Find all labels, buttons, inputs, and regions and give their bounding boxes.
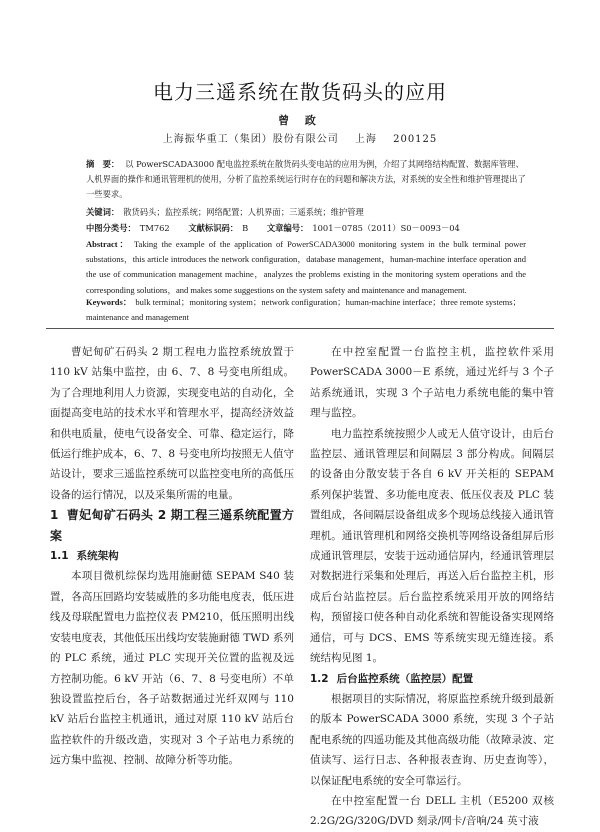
subsection-1-2-number: 1.2 — [310, 672, 329, 685]
section-divider — [46, 328, 554, 329]
right-paragraph-2: 电力监控系统按照少人或无人值守设计，由后台监控层、通讯管理层和间隔层 3 部分构成。间隔层的设备由分散安装于各自 6 kV 开关柜的 SEPAM 系列保护装置、多功能电度表、低压仪表及 PLC 装置组成，各间隔层设备组成多个现场总线接入通讯管理机。通讯管理机和网络交换机等网络设备组屏后形成通讯管理层，安装于远动通信屏内，经通讯管理层对数据进行采集和处理后，再送入后台监控主机，形成后台站监控层。后台监控系统采用开放的网络结构，预留接口使各种自动化系统和智能设备实现网络通信，可与 DCS、EMS 等系统实现无缝连接。系统结构见图 1。 — [310, 427, 554, 665]
paper-title: 电力三遥系统在散货码头的应用 — [153, 80, 447, 104]
affiliation-city: 上海 — [354, 134, 377, 145]
doc-code-label: 文献标识码： — [188, 223, 239, 233]
author-name: 曾 政 — [278, 114, 322, 127]
subsection-1-2-heading — [310, 669, 554, 689]
keywords-en-label: Keywords： — [86, 297, 132, 307]
abstract-en-text: Taking the example of the application of PowerSCADA3000 monitoring system in the bulk terminal power substations，this article introduces the network configuration，database management，human-machine interface operation and the use of communication management machine，analyzes the problems existing in the monitoring system operations and the corresponding solutions，and makes some suggestions on the system safety and maintenance and management. — [86, 239, 526, 295]
right-paragraph-3: 根据项目的实际情况，将原监控系统升级到最新的版本 PowerSCADA 3000 系统，实现 3 个子站配电系统的四遥功能及其他高级功能（故障录波、定值读写、运行日志、各种报表查询、历史查询等），以保证配电系统的安全可靠运行。 — [310, 692, 554, 787]
subsection-1-1-number: 1.1 — [50, 550, 69, 563]
right-paragraph-4: 在中控室配置一台 DELL 主机（E5200 双核 2.2G/2G/320G/DVD 刻录/网卡/音响/24 英寸液 — [310, 794, 554, 828]
section-1-heading — [50, 505, 294, 546]
section-1-title: 曹妃甸矿石码头 2 期工程三遥系统配置方案 — [50, 508, 294, 543]
right-paragraph-1: 在中控室配置一台监控主机，监控软件采用 PowerSCADA 3000－E 系统，通过光纤与 3 个子站系统通讯，实现 3 个子站电力系统电能的集中管理与监控。 — [310, 346, 554, 420]
clc-value: TM762 — [139, 223, 170, 233]
affiliation — [0, 130, 600, 145]
subsection-1-1-heading — [50, 546, 294, 566]
keywords-en-text: bulk terminal；monitoring system；network configuration；human-machine interface；three remote systems；maintenance and management — [86, 297, 522, 323]
keywords-zh-label: 关键词： — [86, 207, 120, 217]
affiliation-postcode: 200125 — [393, 134, 438, 145]
affiliation-org: 上海振华重工（集团）股份有限公司 — [162, 134, 339, 145]
abstract-en-label: Abstract： — [86, 239, 130, 249]
keywords-en — [86, 295, 526, 325]
subsection-1-1-title: 系统架构 — [76, 550, 119, 563]
abstract-zh-text: 以 PowerSCADA3000 配电监控系统在散货码头变电站的应用为例，介绍了其网络结构配置、数据库管理、人机界面的操作和通讯管理机的使用，分析了监控系统运行时存在的问题和解决方法，对系统的安全性和维护管理提出了一些要求。 — [86, 159, 526, 199]
abstract-zh — [86, 157, 526, 202]
article-number-label: 文章编号： — [266, 223, 309, 233]
abstract-en — [86, 237, 526, 298]
clc-label: 中图分类号： — [86, 223, 136, 233]
subsection-1-2-title: 后台监控系统（监控层）配置 — [336, 672, 474, 685]
intro-paragraph: 曹妃甸矿石码头 2 期工程电力监控系统放置于 110 kV 站集中监控，由 6、7、8 号变电所组成。为了合理地利用人力资源，实现变电站的自动化，全面提高变电站的技术水平和管理水平，提高经济效益和供电质量，使电气设备安全、可靠、稳定运行，降低运行维护成本，6、7、8 号变电所均按照无人值守站设计，要求三遥监控系统可以监控变电所的高低压设备的运行情况，以及采集所需的电量。 — [50, 346, 294, 501]
keywords-zh — [86, 205, 526, 220]
doc-code-value: B — [242, 223, 249, 233]
keywords-zh-text: 散货码头；监控系统；网络配置；人机界面；三遥系统；维护管理 — [123, 207, 364, 217]
article-number-value: 1001－0785（2011）S0－0093－04 — [312, 223, 460, 233]
abstract-zh-label: 摘 要： — [86, 159, 120, 169]
body-column-left — [50, 342, 294, 771]
classification-row — [86, 221, 526, 236]
subsection-1-1-paragraph: 本项目微机综保均选用施耐德 SEPAM S40 装置，各高压回路均安装威胜的多功能电度表，低压进线及母联配置电力监控仪表 PM210，低压照明出线安装电度表，其他低压出线均安装施耐德 TWD 系列的 PLC 系统，通过 PLC 实现开关位置的监视及远方控制功能。6 kV 开站（6、7、8 号变电所）不单独设置监控后台，各子站数据通过光纤双网与 110 kV 站后台监控主机通讯，通过对原 110 kV 站后台监控软件的升级改造，实现对 3 个子站电力系统的远方集中监视、控制、故障分析等功能。 — [50, 570, 294, 767]
section-1-number: 1 — [50, 508, 59, 523]
body-column-right — [310, 342, 554, 832]
